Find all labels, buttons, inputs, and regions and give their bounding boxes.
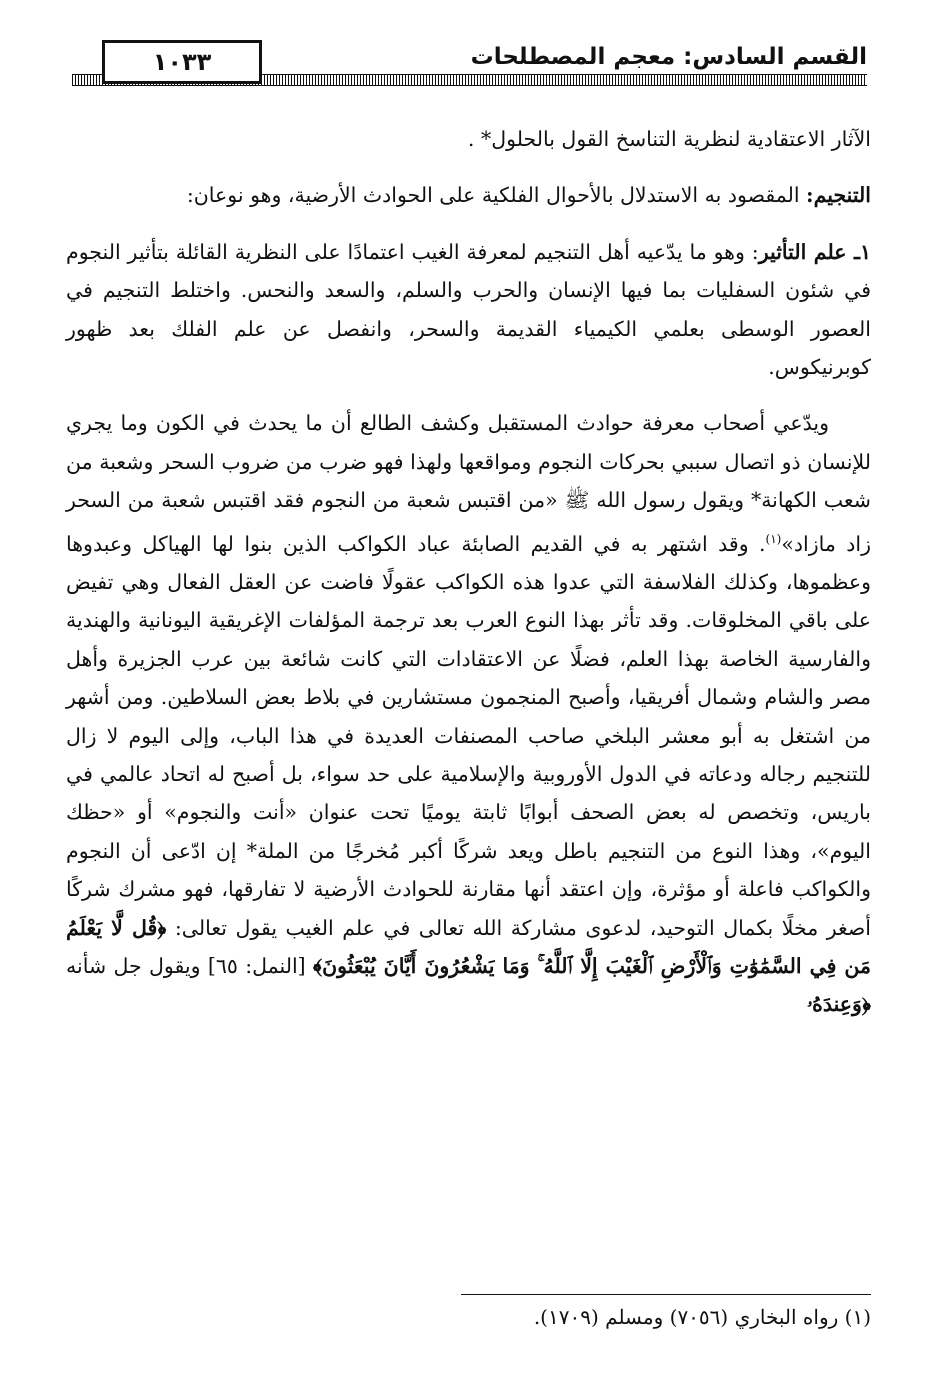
paragraph-main-b: . وقد اشتهر به في القديم الصابئة عباد الكواكب الذين بنوا لها الهياكل وعبدوها وعظموها، وكذلك الفلاسفة التي عدوا هذه الكواكب عقولًا فاضت عن العقل الفعال وهي تفيض على باقي المخلوقات. وقد تأثر بهذا النوع العرب بعد ترجمة المؤلفات الإغريقية اليونانية والهندية والفارسية الخاصة بهذا العلم، فضلًا عن الاعتقادات التي كانت شائعة بين عرب الجزيرة وأهل مصر والشام وشمال أفريقيا، وأصبح المنجمون مستشارين في بلاط بعض السلاطين. ومن أشهر من اشتغل به أبو معشر البلخي صاحب المصنفات العديدة في هذا الباب، وإلى اليوم لا زال للتنجيم رجاله ودعاته في الدول الأوروبية والإسلامية على حد سواء، بل أصبح له اتحاد عالمي في باريس، وتخصص له بعض الصحف أبوابًا ثابتة يوميًا تحت عنوان «أنت والنجوم» أو «حظك اليوم»، وهذا النوع من التنجيم باطل ويعد شركًا أكبر مُخرجًا من الملة* إن ادّعى أن النجوم والكواكب فاعلة أو مؤثرة، وإن اعتقد أنها مقارنة للحوادث الأرضية لا تفارقها، فهو مشرك شركًا أصغر مخلًا بكمال التوحيد، لدعوى مشاركة الله تعالى في علم الغيب يقول تعالى: <box>66 531 871 940</box>
page-number: ١٠٣٣ <box>102 40 262 84</box>
footnote-ref[interactable]: (١) <box>765 531 782 546</box>
footnote-divider <box>461 1294 871 1295</box>
page-header <box>72 40 867 90</box>
paragraph-tanjim <box>66 176 871 214</box>
paragraph-ilm-altatheer <box>66 233 871 387</box>
paragraph-main <box>66 404 871 1023</box>
quran-verse-1: ﴿قُل لَّا يَعْلَمُ مَن فِي السَّمَٰوَٰتِ وَٱلْأَرْضِ ٱلْغَيْبَ إِلَّا ٱللَّهُ ۚ وَمَا يَشْعُرُونَ أَيَّانَ يُبْعَثُونَ﴾ <box>66 915 872 978</box>
quran-verse-2: ﴿وَعِندَهُۥ <box>806 992 871 1017</box>
term-ilm-altatheer: ١ـ علم التأثير <box>758 239 871 264</box>
paragraph-main-a: ويدّعي أصحاب معرفة حوادث المستقبل وكشف الطالع أن ما يحدث في الكون وما يجري للإنسان ذو اتصال سببي بحركات النجوم ومواقعها ولهذا فهو ضرب من ضروب السحر وشعبة من شعب الكهانة* ويقول رسول الله ﷺ «من اقتبس شعبة من النجوم فقد اقتبس شعبة من السحر زاد مازاد» <box>66 411 871 556</box>
paragraph-main-c: [النمل: ٦٥] ويقول جل شأنه <box>66 953 313 978</box>
main-text <box>66 120 871 1042</box>
paragraph-tanjim-text: المقصود به الاستدلال بالأحوال الفلكية على الحوادث الأرضية، وهو نوعان: <box>186 183 807 208</box>
section-title: القسم السادس: معجم المصطلحات <box>470 44 867 70</box>
term-tanjim: التنجيم: <box>806 183 871 208</box>
footnote: (١) رواه البخاري (٧٠٥٦) ومسلم (١٧٠٩). <box>533 1305 871 1329</box>
paragraph-ilm-altatheer-text: : وهو ما يدّعيه أهل التنجيم لمعرفة الغيب اعتمادًا على النظرية القائلة بتأثير النجوم في شئون السفليات بما فيها الإنسان والحرب والسلم، والسعد والنحس. واختلط التنجيم في العصور الوسطى بعلمي الكيمياء القديمة والسحر، وانفصل عن علم الفلك بعد ظهور كوبرنيكوس. <box>66 239 871 380</box>
paragraph-0: الآثار الاعتقادية لنظرية التناسخ القول بالحلول* . <box>467 127 871 151</box>
